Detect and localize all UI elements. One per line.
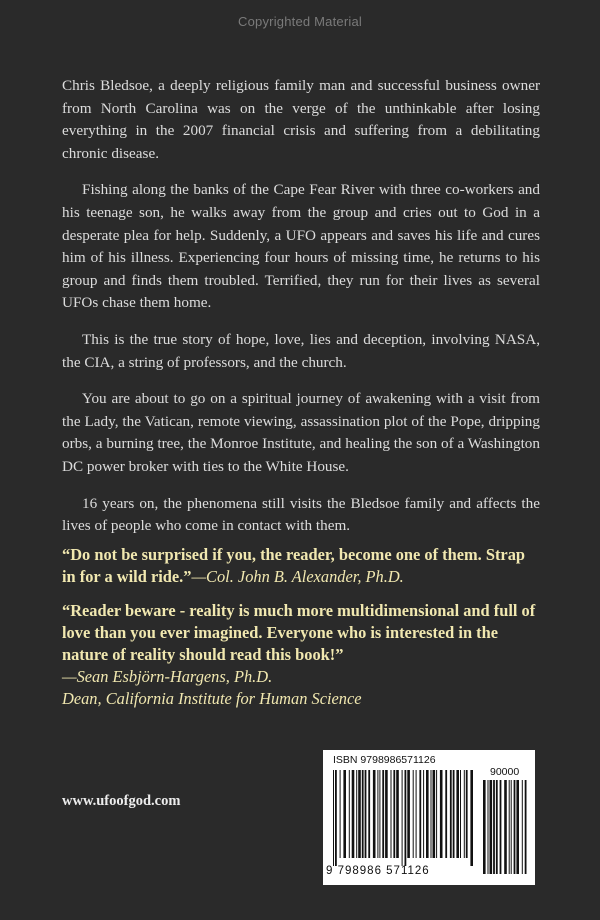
barcode-bar: [413, 770, 414, 858]
isbn-barcode: [323, 750, 535, 885]
endorsement-2-affiliation: Dean, California Institute for Human Science: [62, 689, 362, 708]
barcode-bar: [402, 770, 403, 866]
addon-barcode: [483, 780, 527, 874]
blurb-paragraph-1: Chris Bledsoe, a deeply religious family man and successful business owner from North Carolina was on the verge of the unthinkable after losing everything in the 2007 financial crisis and suffering from a debilitating chronic disease.: [62, 77, 540, 162]
barcode-bar: [470, 770, 473, 866]
barcode-bar: [445, 770, 447, 858]
barcode-bar: [460, 770, 461, 858]
barcode-bar: [525, 780, 527, 874]
barcode-bar: [343, 770, 346, 858]
barcode-bar: [450, 770, 452, 858]
barcode-bar: [433, 770, 436, 858]
barcode-bar: [453, 770, 455, 858]
barcode-bar: [373, 770, 376, 858]
blurb-paragraph-2: Fishing along the banks of the Cape Fear River with three co-workers and his teenage son, he walks away from the group and cries out to God in a desperate plea for help. Suddenly, a UFO appears and saves his life and cures him of his illness. Experiencing four hours of missing time, he returns to his group and finds them troubled. Terrified, they run for their lives as several UFOs chase them home.: [62, 181, 540, 312]
barcode-bar: [335, 770, 337, 866]
endorsements: [62, 544, 540, 722]
endorsement-2-text: “Reader beware - reality is much more multidimensional and full of love than you ever imagined. Everyone who is interested in the nature of reality should read this book!”: [62, 601, 536, 664]
barcode-bar: [333, 770, 334, 866]
barcode-bar: [493, 780, 495, 874]
barcode-bar: [393, 770, 395, 858]
barcode-bar: [440, 770, 443, 858]
barcode-bar: [496, 780, 498, 874]
barcode-bar: [416, 770, 417, 858]
barcode-bar: [464, 770, 465, 858]
barcode-bar: [456, 770, 459, 858]
barcode-bar: [377, 770, 378, 858]
isbn-label: ISBN 9798986571126: [333, 754, 436, 766]
barcode-bar: [362, 770, 364, 858]
barcode-bar: [365, 770, 367, 858]
barcode-bar: [426, 770, 429, 858]
barcode-bar: [522, 780, 523, 874]
endorsement-2-attribution: —Sean Esbjörn-Hargens, Ph.D.: [62, 667, 273, 686]
barcode-bar: [385, 770, 388, 858]
barcode-bar: [349, 770, 350, 858]
endorsement-1: [62, 544, 540, 588]
back-cover-blurb: [62, 75, 540, 552]
barcode-bar: [511, 780, 512, 874]
barcode-bar: [340, 770, 341, 858]
barcode-bar: [431, 770, 432, 858]
endorsement-1-attribution: —Col. John B. Alexander, Ph.D.: [191, 567, 404, 586]
barcode-bar: [509, 780, 510, 874]
barcode-bar: [423, 770, 424, 858]
barcode-bar: [504, 780, 507, 874]
main-barcode: [333, 770, 473, 866]
copyright-watermark: Copyrighted Material: [238, 14, 362, 29]
barcode-bar: [368, 770, 370, 858]
barcode-bar: [356, 770, 357, 858]
barcode-bar: [500, 780, 502, 874]
barcode-bar: [436, 770, 437, 858]
barcode-bar: [379, 770, 380, 858]
blurb-paragraph-5: 16 years on, the phenomena still visits the Bledsoe family and affects the lives of people who come in contact with them.: [62, 494, 540, 535]
barcode-bar: [396, 770, 399, 858]
barcode-bar: [488, 780, 489, 874]
blurb-paragraph-4: You are about to go on a spiritual journey of awakening with a visit from the Lady, the Vatican, remote viewing, assassination plot of the Pope, dripping orbs, a burning tree, the Monroe Institute, and healing the son of a Washington DC power broker with ties to the White House.: [62, 390, 540, 475]
barcode-digits: 9 798986 571126: [326, 865, 430, 877]
blurb-paragraph-3: This is the true story of hope, love, lies and deception, involving NASA, the CIA, a string of professors, and the church.: [62, 330, 540, 371]
barcode-bar: [490, 780, 493, 874]
price-code: 90000: [490, 766, 520, 778]
barcode-bar: [516, 780, 519, 874]
barcode-bar: [483, 780, 486, 874]
endorsement-1-text: “Do not be surprised if you, the reader, become one of them. Strap in for a wild ride.”: [62, 545, 526, 586]
barcode-bar: [352, 770, 355, 858]
barcode-bar: [391, 770, 392, 858]
website-link[interactable]: www.ufoofgod.com: [62, 793, 181, 809]
endorsement-2: [62, 600, 540, 710]
barcode-bar: [466, 770, 468, 858]
barcode-bar: [514, 780, 516, 874]
barcode-bar: [405, 770, 407, 866]
barcode-bar: [382, 770, 384, 858]
barcode-bar: [419, 770, 421, 858]
barcode-bar: [358, 770, 361, 858]
barcode-bar: [407, 770, 410, 858]
